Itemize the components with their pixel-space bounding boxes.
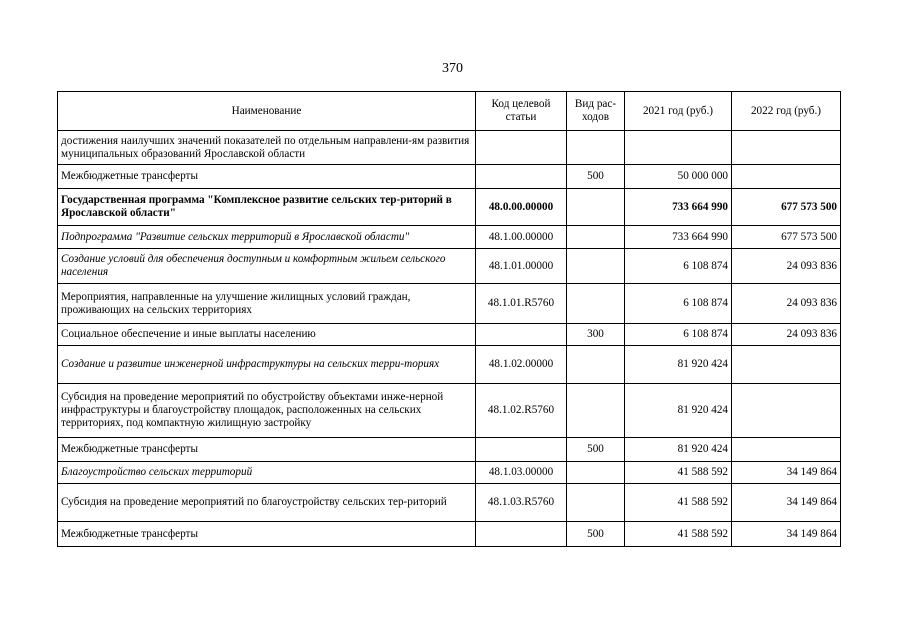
row-type: 500 (567, 165, 625, 189)
row-type (567, 346, 625, 384)
column-header-code: Код целевой статьи (476, 92, 567, 131)
row-name: достижения наилучших значений показателей по отдельным направлени-ям развития муниципальных образований Ярославской области (58, 131, 476, 165)
row-name: Благоустройство сельских территорий (58, 462, 476, 484)
row-amount-2021: 6 108 874 (625, 284, 732, 324)
row-amount-2021: 733 664 990 (625, 226, 732, 249)
row-code (476, 438, 567, 462)
row-amount-2022: 677 573 500 (732, 226, 841, 249)
row-amount-2021: 41 588 592 (625, 522, 732, 547)
table-row (58, 226, 841, 249)
row-name: Создание и развитие инженерной инфраструктуры на сельских терри-ториях (58, 346, 476, 384)
row-code (476, 522, 567, 547)
row-name: Субсидия на проведение мероприятий по благоустройству сельских тер-риторий (58, 484, 476, 522)
row-amount-2021: 733 664 990 (625, 189, 732, 226)
row-amount-2022 (732, 438, 841, 462)
row-code: 48.1.01.00000 (476, 249, 567, 284)
row-amount-2021: 81 920 424 (625, 346, 732, 384)
row-type: 500 (567, 438, 625, 462)
row-amount-2021: 41 588 592 (625, 484, 732, 522)
table-row (58, 384, 841, 438)
row-name: Социальное обеспечение и иные выплаты населению (58, 324, 476, 346)
row-type: 300 (567, 324, 625, 346)
row-amount-2021: 81 920 424 (625, 438, 732, 462)
row-type (567, 462, 625, 484)
budget-table (57, 91, 841, 547)
row-code: 48.1.02.R5760 (476, 384, 567, 438)
row-amount-2021: 50 000 000 (625, 165, 732, 189)
table-row (58, 324, 841, 346)
table-header-row (58, 92, 841, 131)
row-type: 500 (567, 522, 625, 547)
table-row (58, 438, 841, 462)
column-header-year2: 2022 год (руб.) (732, 92, 841, 131)
table-row (58, 462, 841, 484)
table-row (58, 346, 841, 384)
row-amount-2022 (732, 165, 841, 189)
row-amount-2022: 34 149 864 (732, 522, 841, 547)
row-code (476, 131, 567, 165)
row-amount-2022: 24 093 836 (732, 249, 841, 284)
row-name: Межбюджетные трансферты (58, 522, 476, 547)
row-amount-2022: 34 149 864 (732, 462, 841, 484)
row-code: 48.0.00.00000 (476, 189, 567, 226)
row-amount-2021 (625, 131, 732, 165)
table-row (58, 165, 841, 189)
table-row (58, 189, 841, 226)
row-type (567, 131, 625, 165)
row-type (567, 384, 625, 438)
row-type (567, 189, 625, 226)
row-name: Подпрограмма "Развитие сельских территорий в Ярославской области" (58, 226, 476, 249)
row-name: Мероприятия, направленные на улучшение жилищных условий граждан, проживающих на сельских территориях (58, 284, 476, 324)
row-code: 48.1.00.00000 (476, 226, 567, 249)
row-name: Создание условий для обеспечения доступным и комфортным жильем сельского населения (58, 249, 476, 284)
table-row (58, 249, 841, 284)
row-name: Субсидия на проведение мероприятий по обустройству объектами инже-нерной инфраструктуры и благоустройству площадок, расположенных на сельских территориях, под компактную жилищную застройку (58, 384, 476, 438)
row-amount-2022: 34 149 864 (732, 484, 841, 522)
column-header-name: Наименование (58, 92, 476, 131)
page-number: 370 (442, 61, 463, 76)
row-amount-2022 (732, 131, 841, 165)
row-amount-2022: 24 093 836 (732, 284, 841, 324)
row-name: Межбюджетные трансферты (58, 438, 476, 462)
table-row (58, 284, 841, 324)
row-code: 48.1.01.R5760 (476, 284, 567, 324)
row-type (567, 249, 625, 284)
row-code (476, 165, 567, 189)
table-row (58, 131, 841, 165)
column-header-year1: 2021 год (руб.) (625, 92, 732, 131)
row-amount-2022: 24 093 836 (732, 324, 841, 346)
row-code: 48.1.03.R5760 (476, 484, 567, 522)
row-amount-2022 (732, 346, 841, 384)
row-type (567, 284, 625, 324)
row-name: Государственная программа "Комплексное развитие сельских тер-риторий в Ярославской области" (58, 189, 476, 226)
row-amount-2022 (732, 384, 841, 438)
row-amount-2021: 41 588 592 (625, 462, 732, 484)
row-amount-2022: 677 573 500 (732, 189, 841, 226)
row-type (567, 484, 625, 522)
column-header-type: Вид рас-ходов (567, 92, 625, 131)
row-amount-2021: 6 108 874 (625, 249, 732, 284)
row-code: 48.1.02.00000 (476, 346, 567, 384)
row-code: 48.1.03.00000 (476, 462, 567, 484)
table-row (58, 484, 841, 522)
table-row (58, 522, 841, 547)
row-code (476, 324, 567, 346)
row-name: Межбюджетные трансферты (58, 165, 476, 189)
row-amount-2021: 81 920 424 (625, 384, 732, 438)
row-amount-2021: 6 108 874 (625, 324, 732, 346)
row-type (567, 226, 625, 249)
